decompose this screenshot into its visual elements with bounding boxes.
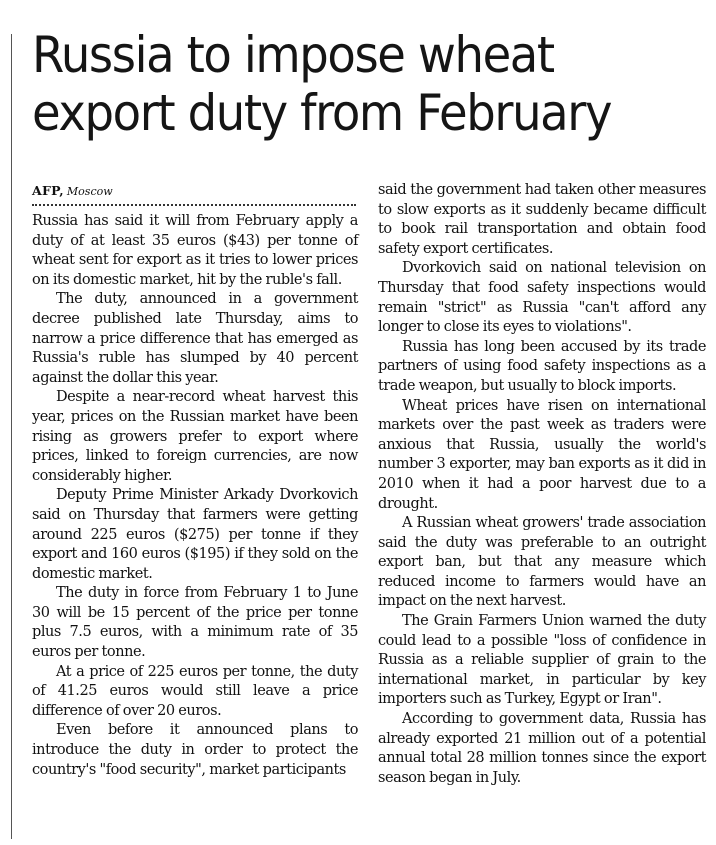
paragraph: A Russian wheat growers' trade association said the duty was preferable to an outright export ban, but that any measure which reduced income to farmers would have an impact on the next harvest. xyxy=(378,515,706,610)
byline-place: Moscow xyxy=(66,185,113,198)
paragraph: Dvorkovich said on national television on Thursday that food safety inspections would remain "strict" as Russia "can't afford any longer to close its eyes to violations". xyxy=(378,260,706,336)
byline xyxy=(32,183,358,200)
paragraph: Despite a near-record wheat harvest this year, prices on the Russian market have been rising as growers prefer to export where prices, linked to foreign currencies, are now considerably higher. xyxy=(32,389,358,484)
paragraph: The Grain Farmers Union warned the duty could lead to a possible "loss of confidence in Russia as a reliable supplier of grain to the international market, in particular by key importers such as Turkey, Egypt or Iran". xyxy=(378,613,706,708)
byline-agency: AFP, xyxy=(32,183,64,198)
paragraph: Russia has said it will from February apply a duty of at least 35 euros ($43) per tonne of wheat sent for export as it tries to lower prices on its domestic market, hit by the ruble's fall. xyxy=(32,213,358,288)
paragraph: Even before it announced plans to introduce the duty in order to protect the country's "food security", market participants xyxy=(32,722,358,778)
paragraph: Wheat prices have risen on international markets over the past week as traders were anxious that Russia, usually the world's number 3 exporter, may ban exports as it did in 2010 when it had a poor harvest due to a drought. xyxy=(378,397,706,512)
article-column-left xyxy=(32,183,358,780)
headline: Russia to impose wheat export duty from February xyxy=(32,26,612,142)
article-column-right xyxy=(378,181,706,788)
column-rule-left xyxy=(11,34,12,839)
paragraph: The duty in force from February 1 to June 30 will be 15 percent of the price per tonne plus 7.5 euros, with a minimum rate of 35 euros per tonne. xyxy=(32,585,358,661)
paragraph: According to government data, Russia has already exported 21 million out of a potential annual total 28 million tonnes since the export season began in July. xyxy=(378,711,706,786)
dotted-divider xyxy=(32,204,356,206)
paragraph: At a price of 225 euros per tonne, the duty of 41.25 euros would still leave a price difference of over 20 euros. xyxy=(32,663,358,719)
paragraph: Deputy Prime Minister Arkady Dvorkovich said on Thursday that farmers were getting around 225 euros ($275) per tonne if they export and 160 euros ($195) if they sold on the domestic market. xyxy=(32,487,358,582)
paragraph: The duty, announced in a government decree published late Thursday, aims to narrow a price difference that has emerged as Russia's ruble has slumped by 40 percent against the dollar this year. xyxy=(32,291,358,386)
paragraph: said the government had taken other measures to slow exports as it suddenly became difficult to book rail transportation and obtain food safety export certificates. xyxy=(378,182,706,257)
paragraph: Russia has long been accused by its trade partners of using food safety inspections as a trade weapon, but usually to block imports. xyxy=(378,338,706,394)
